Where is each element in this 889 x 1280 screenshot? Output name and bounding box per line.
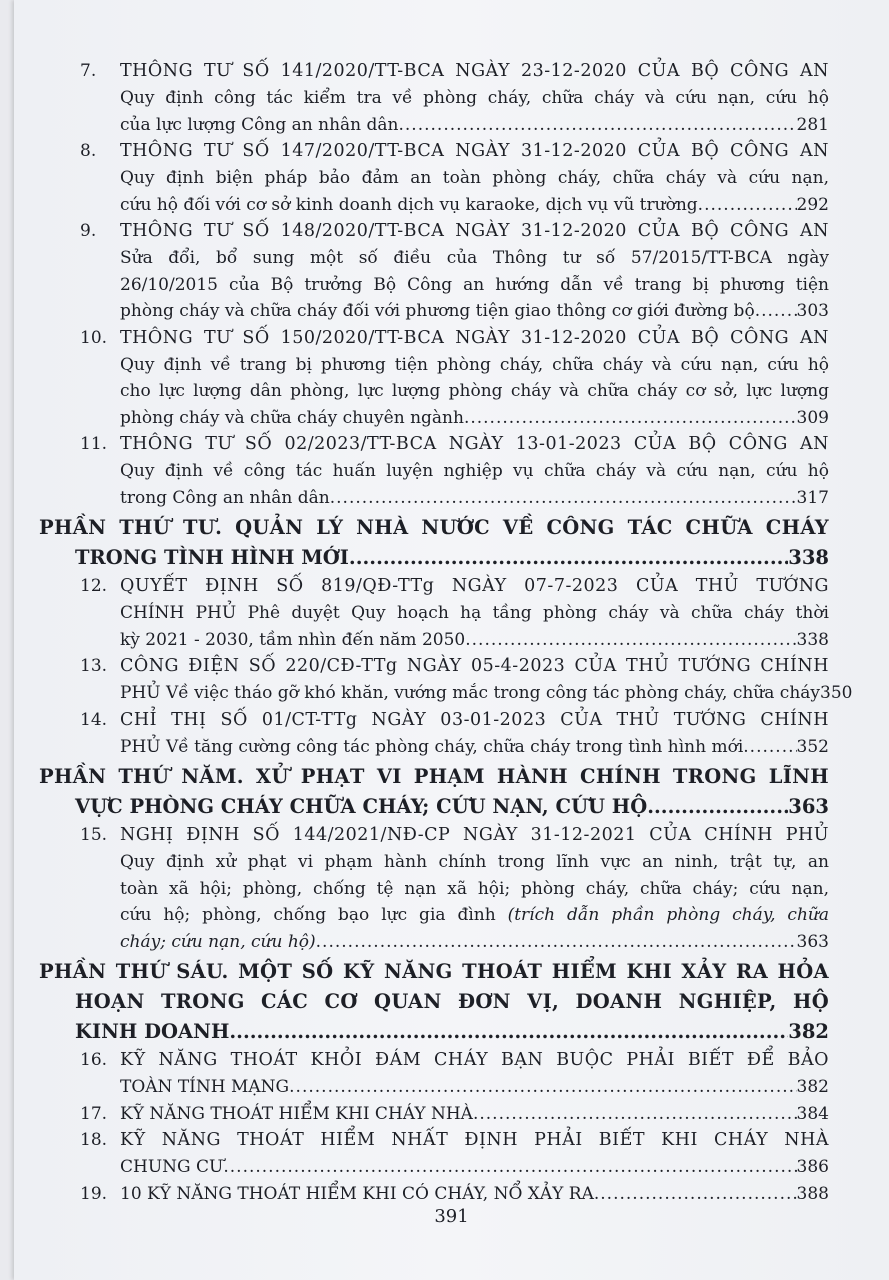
part-last-line — [75, 543, 829, 573]
page-ref: 303 — [796, 301, 829, 321]
entry-last-line — [120, 929, 829, 956]
toc-entry — [80, 1101, 829, 1128]
entry-last-line — [120, 627, 829, 654]
entry-number: 11. — [80, 434, 108, 454]
toc-group-circulars — [14, 58, 889, 511]
toc-entry — [80, 653, 853, 707]
entry-desc-line: Quy định biện pháp bảo đảm an toàn phòng cháy, chữa cháy và cứu nạn, — [120, 168, 829, 188]
entry-title: THÔNG TƯ SỐ 147/2020/TT-BCA NGÀY 31-12-2020 CỦA BỘ CÔNG AN — [120, 141, 829, 161]
toc-entry — [80, 707, 829, 761]
entry-desc-line: CHÍNH PHỦ Phê duyệt Quy hoạch hạ tầng phòng cháy và chữa cháy thời — [120, 603, 829, 623]
dot-leader — [289, 1074, 796, 1101]
dot-leader — [349, 543, 788, 573]
toc-entry — [80, 1181, 829, 1208]
entry-last-line — [120, 298, 829, 325]
dot-leader — [594, 1181, 797, 1208]
entry-number: 12. — [80, 576, 108, 596]
entry-desc-line — [120, 902, 829, 929]
page-ref: 382 — [788, 1020, 829, 1043]
part-last-line — [75, 1017, 829, 1047]
entry-last-line — [120, 192, 829, 219]
toc-entry-15 — [80, 822, 829, 955]
entry-title: THÔNG TƯ SỐ 148/2020/TT-BCA NGÀY 31-12-2020 CỦA BỘ CÔNG AN — [120, 221, 829, 241]
entry-title: THÔNG TƯ SỐ 150/2020/TT-BCA NGÀY 31-12-2020 CỦA BỘ CÔNG AN — [120, 327, 829, 348]
dot-leader — [743, 734, 796, 761]
entry-desc-line: Quy định về trang bị phương tiện phòng cháy, chữa cháy và cứu nạn, cứu hộ — [120, 354, 829, 375]
dot-leader — [229, 1017, 788, 1047]
entry-number: 15. — [80, 825, 108, 845]
dot-leader — [755, 298, 797, 325]
table-of-contents — [14, 58, 889, 1207]
entry-number: 8. — [80, 141, 97, 161]
part-last-line — [75, 792, 829, 822]
page-ref: 292 — [796, 194, 829, 215]
toc-entry — [80, 573, 829, 653]
entry-last-line — [120, 1074, 829, 1101]
toc-entry — [80, 58, 829, 138]
part-five-heading — [39, 762, 829, 822]
entry-last-line — [120, 485, 829, 512]
entry-title: KỸ NĂNG THOÁT KHỎI ĐÁM CHÁY BẠN BUỘC PHẢI BIẾT ĐỂ BẢO — [120, 1050, 829, 1070]
page-ref: 281 — [796, 114, 829, 135]
dot-leader — [464, 405, 797, 432]
page-ref: 309 — [796, 407, 829, 428]
entry-last-text: 10 KỸ NĂNG THOÁT HIỂM KHI CÓ CHÁY, NỔ XẢY RA — [120, 1183, 594, 1204]
entry-number: 13. — [80, 656, 108, 676]
entry-last-line — [120, 680, 853, 707]
page-ref: 363 — [788, 795, 829, 818]
entry-number: 17. — [80, 1103, 108, 1124]
part-title: PHẦN THỨ NĂM. XỬ PHẠT VI PHẠM HÀNH CHÍNH TRONG LĨNH — [39, 765, 829, 788]
dot-leader — [223, 1154, 796, 1181]
entry-last-line — [120, 734, 829, 761]
page-ref: 388 — [796, 1183, 829, 1204]
toc-group-pm-documents — [14, 573, 889, 760]
entry-desc-line: Quy định công tác kiểm tra về phòng cháy, chữa cháy và cứu nạn, cứu hộ — [120, 88, 829, 108]
entry-last-line — [120, 1181, 829, 1208]
entry-desc-text: cứu hộ; phòng, chống bạo lực gia đình — [120, 905, 508, 925]
entry-last-text: PHỦ Về việc tháo gỡ khó khăn, vướng mắc trong công tác phòng cháy, chữa cháy — [120, 683, 821, 703]
entry-title: QUYẾT ĐỊNH SỐ 819/QĐ-TTg NGÀY 07-7-2023 CỦA THỦ TƯỚNG — [120, 576, 829, 596]
page-ref: 384 — [796, 1103, 829, 1124]
part-title-cont: KINH DOANH — [75, 1020, 230, 1043]
page-ref: 352 — [796, 736, 829, 757]
page-ref: 386 — [796, 1157, 829, 1177]
entry-title: THÔNG TƯ SỐ 141/2020/TT-BCA NGÀY 23-12-2020 CỦA BỘ CÔNG AN — [120, 61, 829, 81]
dot-leader — [399, 112, 797, 139]
entry-last-text: CHUNG CƯ — [120, 1157, 224, 1177]
part-four-heading — [39, 513, 829, 573]
entry-last-text: PHỦ Về tăng cường công tác phòng cháy, chữa cháy trong tình hình mới — [120, 736, 744, 757]
entry-number: 9. — [80, 221, 97, 241]
entry-desc-line: Quy định xử phạt vi phạm hành chính trong lĩnh vực an ninh, trật tự, an — [120, 852, 829, 872]
toc-entry — [80, 1127, 829, 1181]
entry-number: 19. — [80, 1183, 108, 1204]
dot-leader — [465, 627, 796, 654]
part-title-cont: TRONG TÌNH HÌNH MỚI — [75, 546, 349, 569]
part-title: PHẦN THỨ TƯ. QUẢN LÝ NHÀ NƯỚC VỀ CÔNG TÁC CHỮA CHÁY — [39, 516, 829, 539]
entry-title: THÔNG TƯ SỐ 02/2023/TT-BCA NGÀY 13-01-2023 CỦA BỘ CÔNG AN — [120, 434, 829, 454]
entry-desc-line: Sửa đổi, bổ sung một số điều của Thông tư số 57/2015/TT-BCA ngày — [120, 248, 829, 268]
book-page — [14, 0, 889, 1280]
toc-group-escape-skills — [14, 1047, 889, 1207]
entry-last-line — [120, 1154, 829, 1181]
page-ref: 338 — [788, 546, 829, 569]
entry-title: CÔNG ĐIỆN SỐ 220/CĐ-TTg NGÀY 05-4-2023 CỦA THỦ TƯỚNG CHÍNH — [120, 656, 829, 676]
entry-desc-line: 26/10/2015 của Bộ trưởng Bộ Công an hướng dẫn về trang bị phương tiện — [120, 274, 829, 295]
entry-desc-line: cho lực lượng dân phòng, lực lượng phòng cháy và chữa cháy cơ sở, lực lượng — [120, 381, 829, 401]
page-ref: 363 — [796, 931, 829, 952]
entry-number: 10. — [80, 327, 108, 348]
entry-last-line — [120, 1101, 829, 1128]
dot-leader — [316, 929, 797, 956]
entry-number: 7. — [80, 61, 97, 81]
entry-desc-line: toàn xã hội; phòng, chống tệ nạn xã hội; phòng cháy, chữa cháy; cứu nạn, — [120, 878, 829, 899]
toc-entry — [80, 325, 829, 432]
page-ref: 350 — [820, 683, 853, 703]
toc-entry — [80, 218, 829, 325]
entry-last-text: cứu hộ đối với cơ sở kinh doanh dịch vụ karaoke, dịch vụ vũ trường — [120, 194, 698, 215]
entry-last-line — [120, 112, 829, 139]
part-title-line2: HOẠN TRONG CÁC CƠ QUAN ĐƠN VỊ, DOANH NGHIỆP, HỘ — [75, 990, 829, 1013]
page-ref: 382 — [796, 1077, 829, 1097]
dot-leader — [330, 485, 797, 512]
entry-number: 14. — [80, 709, 108, 730]
entry-last-text: phòng cháy và chữa cháy đối với phương tiện giao thông cơ giới đường bộ — [120, 301, 755, 321]
entry-desc-italic: (trích dẫn phần phòng cháy, chữa — [507, 905, 829, 925]
toc-entry — [80, 138, 829, 218]
toc-entry — [80, 431, 829, 511]
part-six-heading — [39, 957, 829, 1047]
entry-title: NGHỊ ĐỊNH SỐ 144/2021/NĐ-CP NGÀY 31-12-2021 CỦA CHÍNH PHỦ — [120, 825, 829, 845]
entry-last-line — [120, 405, 829, 432]
entry-last-text: phòng cháy và chữa cháy chuyên ngành — [120, 407, 464, 428]
entry-desc-italic: cháy; cứu nạn, cứu hộ) — [120, 931, 316, 952]
entry-title: CHỈ THỊ SỐ 01/CT-TTg NGÀY 03-01-2023 CỦA THỦ TƯỚNG CHÍNH — [120, 709, 829, 730]
entry-number: 18. — [80, 1130, 108, 1150]
entry-desc-line: Quy định về công tác huấn luyện nghiệp vụ chữa cháy và cứu nạn, cứu hộ — [120, 461, 829, 481]
toc-entry — [80, 1047, 829, 1101]
entry-title: KỸ NĂNG THOÁT HIỂM NHẤT ĐỊNH PHẢI BIẾT KHI CHÁY NHÀ — [120, 1130, 829, 1150]
entry-last-text: TOÀN TÍNH MẠNG — [120, 1077, 290, 1097]
page-number: 391 — [434, 1206, 469, 1227]
entry-last-text: KỸ NĂNG THOÁT HIỂM KHI CHÁY NHÀ — [120, 1103, 473, 1124]
dot-leader — [473, 1101, 797, 1128]
dot-leader — [698, 192, 797, 219]
entry-last-text: của lực lượng Công an nhân dân — [120, 114, 399, 135]
page-ref: 338 — [796, 629, 829, 650]
page-ref: 317 — [796, 487, 829, 508]
entry-last-text: trong Công an nhân dân — [120, 487, 330, 508]
part-title-cont: VỰC PHÒNG CHÁY CHỮA CHÁY; CỨU NẠN, CỨU HỘ — [75, 795, 648, 818]
entry-last-text: kỳ 2021 - 2030, tầm nhìn đến năm 2050 — [120, 629, 466, 650]
entry-number: 16. — [80, 1050, 108, 1070]
dot-leader — [647, 792, 788, 822]
part-title: PHẦN THỨ SÁU. MỘT SỐ KỸ NĂNG THOÁT HIỂM KHI XẢY RA HỎA — [39, 960, 829, 983]
